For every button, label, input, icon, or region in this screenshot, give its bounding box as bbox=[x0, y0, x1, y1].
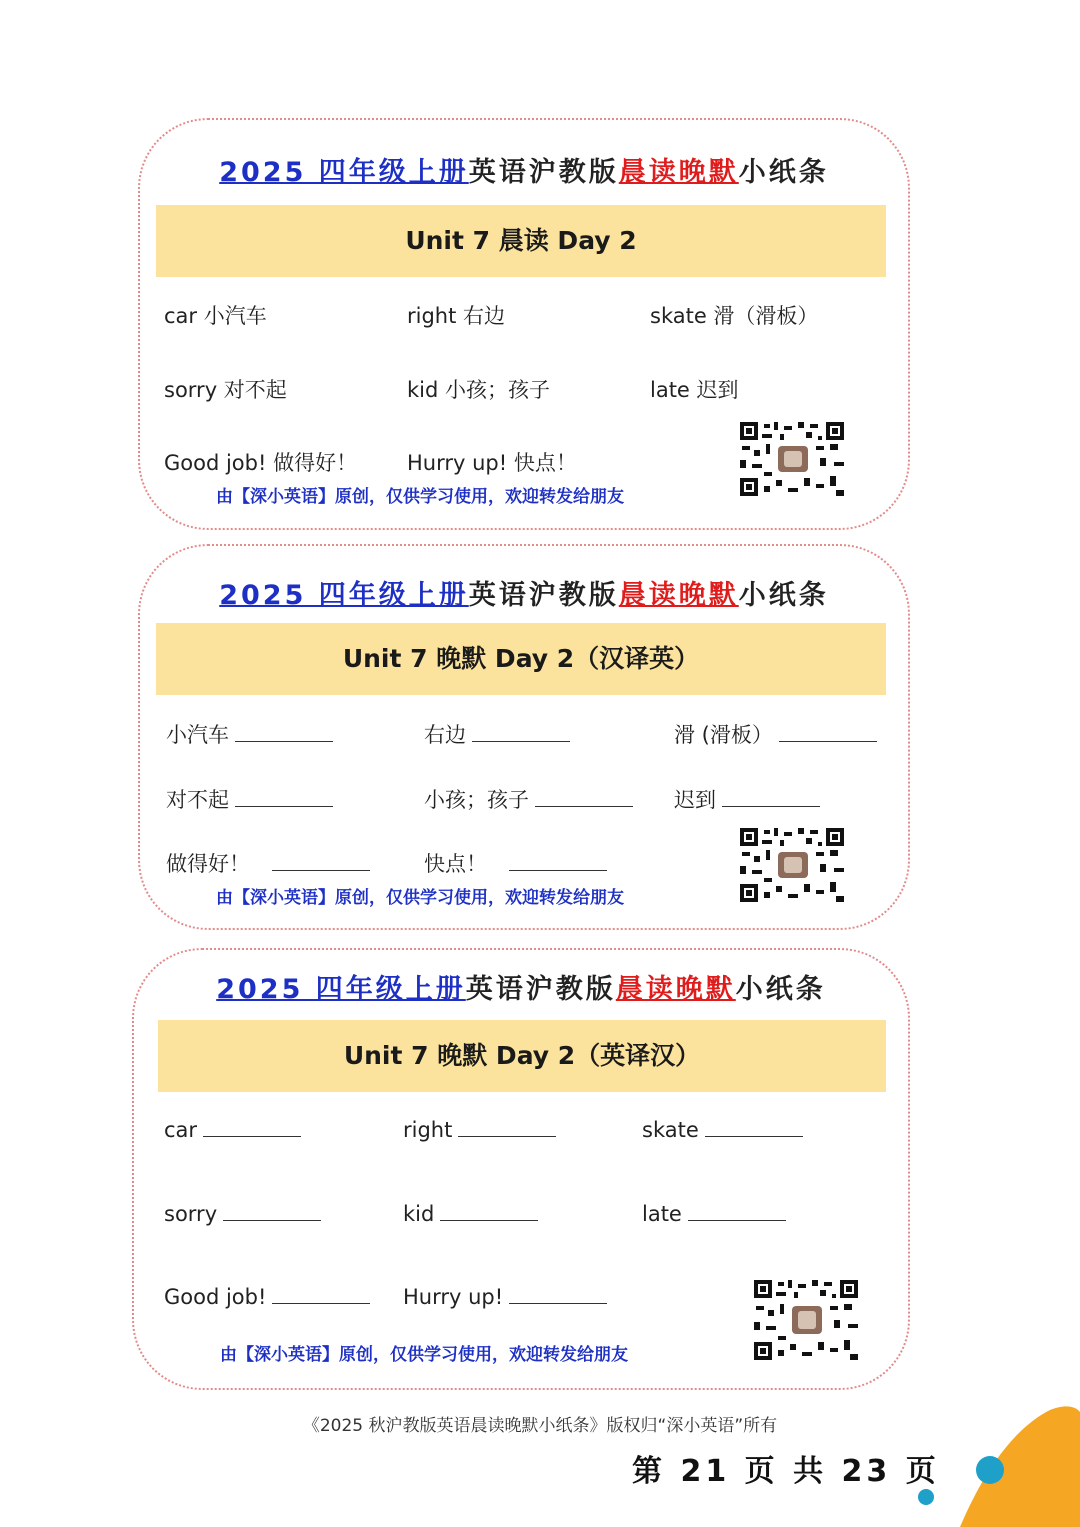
prompt-word: 做得好！ bbox=[166, 852, 250, 876]
prompt-word: sorry bbox=[164, 1202, 218, 1226]
qr-code-icon bbox=[740, 828, 844, 902]
prompt-word: 小孩；孩子 bbox=[424, 788, 529, 812]
word-row bbox=[164, 784, 884, 824]
prompt-word: kid bbox=[403, 1202, 435, 1226]
qr-code-icon bbox=[740, 422, 844, 496]
answer-blank bbox=[235, 721, 333, 742]
answer-blank bbox=[203, 1116, 301, 1137]
answer-blank bbox=[509, 1283, 607, 1304]
prompt-word: Hurry up! bbox=[403, 1285, 504, 1309]
answer-blank bbox=[223, 1200, 321, 1221]
title-mode: 晨读晚默 bbox=[615, 974, 736, 1005]
card-title bbox=[140, 573, 908, 612]
title-subject: 英语沪教版 bbox=[468, 580, 619, 611]
word-row bbox=[164, 1116, 884, 1156]
copyright-footer: 《2025 秋沪教版英语晨读晚默小纸条》版权归“深小英语”所有 bbox=[302, 1416, 778, 1436]
answer-blank bbox=[272, 850, 370, 871]
answer-blank bbox=[535, 786, 633, 807]
prompt-word: late bbox=[642, 1202, 682, 1226]
word-row bbox=[164, 374, 884, 414]
word-row bbox=[164, 719, 884, 759]
card-evening-cn-to-en bbox=[138, 544, 910, 930]
answer-blank bbox=[458, 1116, 556, 1137]
word-item: Good job! 做得好！ bbox=[164, 451, 358, 475]
title-subject: 英语沪教版 bbox=[468, 157, 619, 188]
corner-decoration-icon bbox=[940, 1400, 1080, 1527]
card-title bbox=[140, 150, 908, 189]
prompt-word: 小汽车 bbox=[166, 723, 229, 747]
title-suffix: 小纸条 bbox=[735, 974, 826, 1005]
prompt-word: 迟到 bbox=[674, 788, 716, 812]
word-item: right 右边 bbox=[407, 304, 506, 328]
page-number: 第 21 页 共 23 页 bbox=[632, 1454, 940, 1489]
prompt-word: 滑 (滑板） bbox=[674, 723, 773, 747]
answer-blank bbox=[509, 850, 607, 871]
answer-blank bbox=[472, 721, 570, 742]
card-morning-reading bbox=[138, 118, 910, 530]
answer-blank bbox=[722, 786, 820, 807]
prompt-word: right bbox=[403, 1118, 453, 1142]
prompt-word: 右边 bbox=[424, 723, 466, 747]
qr-code-icon bbox=[754, 1280, 858, 1360]
card-title bbox=[134, 967, 908, 1006]
credit-line: 由【深小英语】原创，仅供学习使用，欢迎转发给朋友 bbox=[216, 487, 624, 507]
answer-blank bbox=[235, 786, 333, 807]
word-row bbox=[164, 300, 884, 340]
credit-line: 由【深小英语】原创，仅供学习使用，欢迎转发给朋友 bbox=[220, 1345, 628, 1365]
title-suffix: 小纸条 bbox=[738, 157, 829, 188]
prompt-word: 对不起 bbox=[166, 788, 229, 812]
answer-blank bbox=[440, 1200, 538, 1221]
word-item: late 迟到 bbox=[650, 378, 739, 402]
title-subject: 英语沪教版 bbox=[465, 974, 616, 1005]
answer-blank bbox=[272, 1283, 370, 1304]
credit-line: 由【深小英语】原创，仅供学习使用，欢迎转发给朋友 bbox=[216, 888, 624, 908]
card-evening-en-to-cn bbox=[132, 948, 910, 1390]
title-mode: 晨读晚默 bbox=[618, 580, 739, 611]
word-item: car 小汽车 bbox=[164, 304, 267, 328]
answer-blank bbox=[705, 1116, 803, 1137]
title-suffix: 小纸条 bbox=[738, 580, 829, 611]
word-item: Hurry up! 快点！ bbox=[407, 451, 577, 475]
unit-banner: Unit 7 晨读 Day 2 bbox=[156, 205, 886, 277]
prompt-word: car bbox=[164, 1118, 198, 1142]
title-grade: 2025 四年级上册 bbox=[219, 580, 469, 611]
word-row bbox=[164, 1200, 884, 1240]
word-item: kid 小孩；孩子 bbox=[407, 378, 551, 402]
word-item: skate 滑（滑板） bbox=[650, 304, 819, 328]
prompt-word: skate bbox=[642, 1118, 699, 1142]
unit-banner: Unit 7 晚默 Day 2（汉译英） bbox=[156, 623, 886, 695]
prompt-word: 快点！ bbox=[424, 852, 487, 876]
word-item: sorry 对不起 bbox=[164, 378, 287, 402]
title-mode: 晨读晚默 bbox=[618, 157, 739, 188]
title-grade: 2025 四年级上册 bbox=[219, 157, 469, 188]
title-grade: 2025 四年级上册 bbox=[216, 974, 466, 1005]
unit-banner: Unit 7 晚默 Day 2（英译汉） bbox=[158, 1020, 886, 1092]
answer-blank bbox=[779, 721, 877, 742]
answer-blank bbox=[688, 1200, 786, 1221]
prompt-word: Good job! bbox=[164, 1285, 267, 1309]
dot-decoration-icon bbox=[914, 1485, 938, 1509]
